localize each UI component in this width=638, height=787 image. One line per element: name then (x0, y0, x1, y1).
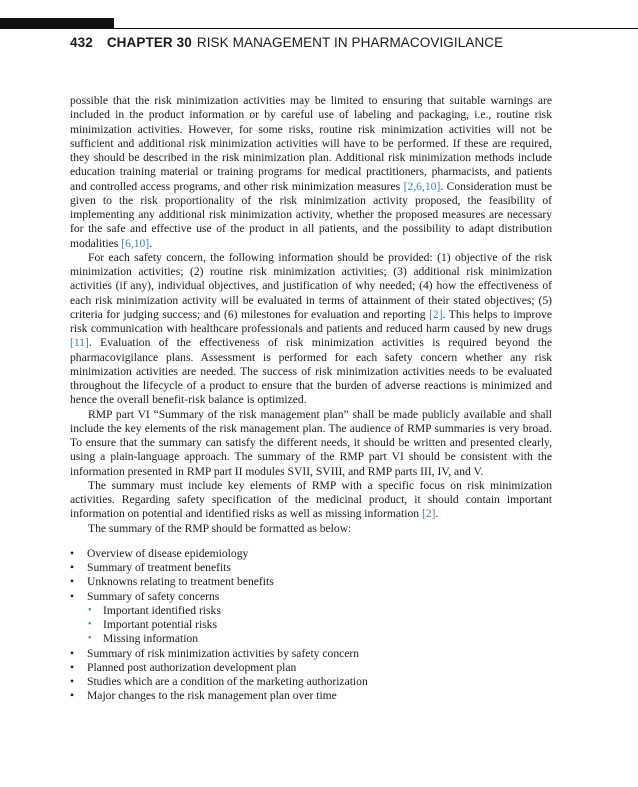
list-item: • Overview of disease epidemiology (70, 547, 552, 561)
paragraph-text: . (149, 236, 153, 250)
citation-link[interactable]: [2,6,10] (403, 179, 441, 193)
running-header (70, 35, 503, 50)
paragraph-5: The summary of the RMP should be formatted as below: (88, 521, 352, 535)
rmp-summary-list (70, 547, 552, 704)
paragraph-text: possible that the risk minimization activities may be limited to ensuring that suitable warnings are included in the product information or by careful use of labeling and packaging, i.e., routine risk minimization activities. However, for some risks, routine risk minimization activities will not be sufficient and additional risk minimization activities will have to be performed. If these are required, they should be described in the risk minimization plan. Additional risk minimization methods include education training material or training programs for medical practitioners, pharmacists, and patients and controlled access programs, and other risk minimization measures (70, 94, 552, 193)
list-item: • Summary of risk minimization activities by safety concern (70, 647, 552, 661)
chapter-label: CHAPTER 30 (106, 35, 192, 50)
paragraph-4 (70, 479, 552, 522)
citation-link[interactable]: [6,10] (121, 236, 150, 250)
paragraph-text: . Evaluation of the effectiveness of risk minimization activities is required beyond the pharmacovigilance plans. Assessment is performed for each safety concern whether any risk minimization activities are needed. The success of risk minimization activities needs to be evaluated throughout the lifecycle of a product to ensure that the burden of adverse reactions is minimized and hence the overall benefit-risk balance is optimized. (70, 336, 552, 407)
paragraph-text: . Consideration must be given to the risk proportionality of the risk minimization activity proposed, the feasibility of implementing any additional risk minimization activity, whether the proposed measures are necessary for the safe and effective use of the product in all patients, and the possibility to adapt distribution modalities (70, 179, 552, 250)
body-text (70, 94, 552, 704)
page-number: 432 (70, 35, 93, 50)
paragraph-text: . This helps to improve risk communication with healthcare professionals and patients and reduced harm caused by new drugs (70, 307, 552, 335)
list-item: • Summary of safety concerns (70, 590, 552, 604)
citation-link[interactable]: [2] (429, 307, 443, 321)
paragraph-2 (70, 251, 552, 408)
paragraph-text: For each safety concern, the following information should be provided: (1) objective of the risk minimization activities; (2) routine risk minimization activities; (3) additional risk minimization activities (if any), individual objectives, and justification of why needed; (4) how the effectiveness of each risk minimization activity will be evaluated in terms of attainment of their stated objectives; (5) criteria for judging success; and (6) milestones for evaluation and reporting (70, 250, 552, 321)
paragraph-text: The summary must include key elements of RMP with a specific focus on risk minimization activities. Regarding safety specification of the medicinal product, it should contain important information on potential and identified risks as well as missing information (70, 478, 552, 521)
sub-list-item: • Important identified risks (70, 604, 552, 618)
list-item: • Studies which are a condition of the marketing authorization (70, 675, 552, 689)
header-bar-block (0, 18, 114, 29)
citation-link[interactable]: [11] (70, 336, 89, 350)
list-item: • Planned post authorization development plan (70, 661, 552, 675)
sub-list-item: • Important potential risks (70, 618, 552, 632)
list-item: • Major changes to the risk management plan over time (70, 689, 552, 703)
header-rule (114, 28, 638, 29)
chapter-title: RISK MANAGEMENT IN PHARMACOVIGILANCE (196, 35, 504, 50)
list-item: • Unknowns relating to treatment benefits (70, 575, 552, 589)
paragraph-1 (70, 94, 552, 251)
paragraph-text: . (435, 507, 439, 521)
paragraph-3: RMP part VI “Summary of the risk management plan” shall be made publicly available and shall include the key elements of the risk management plan. The audience of RMP summaries is very broad. To ensure that the summary can satisfy the different needs, it should be written and presented clearly, using a plain-language approach. The summary of the RMP part VI should be consistent with the information presented in RMP part II modules SVII, SVIII, and RMP parts III, IV, and V. (70, 407, 552, 478)
citation-link[interactable]: [2] (421, 507, 436, 521)
sub-list-item: • Missing information (70, 632, 552, 646)
list-item: • Summary of treatment benefits (70, 561, 552, 575)
